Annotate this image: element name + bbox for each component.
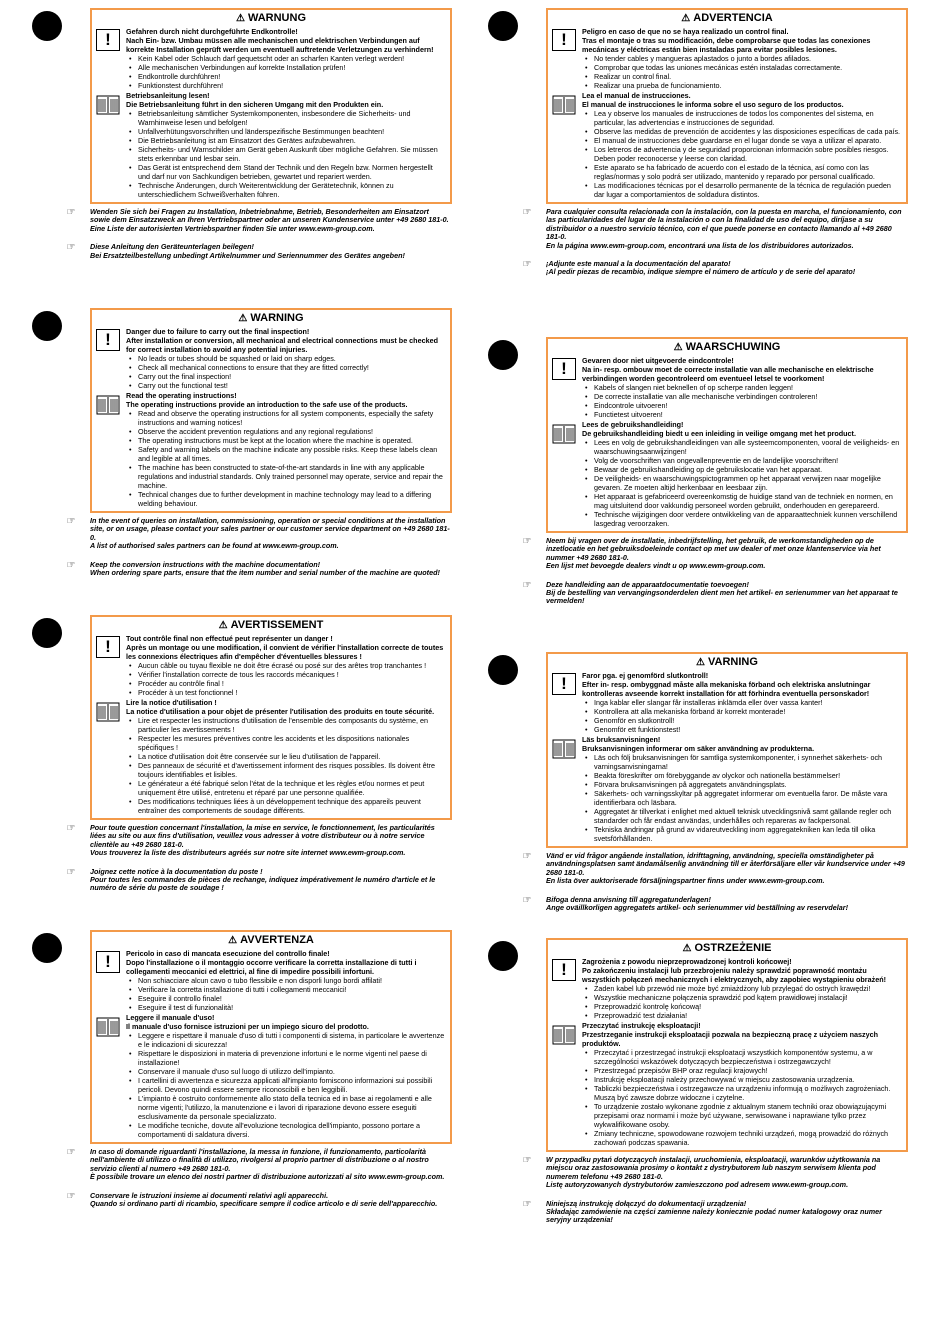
block-heading: Po zakończeniu instalacji lub przezbrojeniu należy sprawdzić poprawność montażu wszystkich połączeń mechanicznych i elektrycznych, aby zapobiec wystąpieniu obrażeń!: [582, 966, 886, 984]
list-item: • Carry out the final inspection!: [138, 372, 446, 381]
list-item: • Instrukcję eksploatacji należy przechowywać w miejscu zastosowania urządzenia.: [594, 1075, 902, 1084]
checklist: [582, 984, 902, 1020]
warning-triangle-icon: ⚠: [235, 13, 245, 24]
list-item: • Genomför en slutkontroll!: [594, 716, 902, 725]
final-inspection-block: [96, 327, 446, 390]
note-text: Vänd er vid frågor angående installation, idrifttagning, användning, speciella omständigheter på användningsplatsen samt ändamålsenlig användning till er återförsäljare eller vår kundservice under +49 2680 181-0.: [546, 851, 905, 877]
section-pl: [488, 938, 908, 1225]
exclamation-icon: !: [96, 29, 120, 51]
list-item: • Read and observe the operating instructions for all system components, especially the safety instructions and warning notices!: [138, 409, 446, 427]
list-item: • Förvara bruksanvisningen på aggregatets användningsplats.: [594, 780, 902, 789]
note-text: W przypadku pytań dotyczących instalacji, uruchomienia, eksploatacji, warunków użytkowania na miejscu oraz zastosowania prosimy o kontakt z dystrybutorem lub naszym serwisem klienta pod numerem telefonu +49 2680 181-0.: [546, 1155, 881, 1181]
warning-title: AVVERTENZA: [240, 934, 314, 946]
list-item: • Conservare il manuale d'uso sul luogo di utilizzo dell'impianto.: [138, 1067, 446, 1076]
pointing-hand-icon: ☞: [522, 851, 532, 862]
list-item: • Żaden kabel lub przewód nie może być zmiażdżony lub przylegać do ostrych krawędzi!: [594, 984, 902, 993]
note-text: Bifoga denna anvisning till aggregatunderlagen!: [546, 894, 711, 904]
block-heading: Läs bruksanvisningen!: [582, 735, 661, 744]
block-heading: Dopo l'installazione o il montaggio occorre verificare la corretta installazione di tutti i collegamenti meccanici ed elettrici, al fine di impedire possibili infortuni.: [126, 958, 417, 976]
block-heading: Tout contrôle final non effectué peut représenter un danger !: [126, 634, 333, 643]
operating-instructions-block: [96, 91, 446, 199]
note-text: A list of authorised sales partners can be found at www.ewm-group.com.: [90, 541, 339, 551]
manual-book-icon: [552, 739, 578, 761]
warning-title: WAARSCHUWING: [685, 341, 781, 353]
operating-instructions-block: [552, 735, 902, 843]
list-item: • Technische wijzigingen door verdere ontwikkeling van de apparaattechniek kunnen verschillend lasgedrag veroorzaken.: [594, 510, 902, 528]
language-marker-dot: [32, 933, 62, 963]
block-heading: Danger due to failure to carry out the final inspection!: [126, 327, 310, 336]
warning-box: [546, 938, 908, 1152]
list-item: • Check all mechanical connections to ensure that they are fitted correctly!: [138, 363, 446, 372]
list-item: • Des modifications techniques liées à un développement technique des appareils peuvent entraîner des comportements de soudage différents.: [138, 797, 446, 815]
pointing-hand-icon: ☞: [522, 536, 532, 547]
block-heading: Przeczytać instrukcję eksploatacji!: [582, 1021, 701, 1030]
instructions-list: [582, 109, 902, 199]
exclamation-icon: !: [552, 29, 576, 51]
block-heading: After installation or conversion, all mechanical and electrical connections must be checked for correct installation to avoid any potential injuries.: [126, 336, 438, 354]
contact-note: [522, 1155, 906, 1190]
checklist: [582, 383, 902, 419]
block-heading: Lire la notice d'utilisation !: [126, 698, 217, 707]
list-item: • Functietest uitvoeren!: [594, 410, 902, 419]
block-heading: Nach Ein- bzw. Umbau müssen alle mechanischen und elektrischen Verbindungen auf korrekte Installation geprüft werden um eventuell auftretende Verletzungen zu verhindern!: [126, 36, 434, 54]
warning-box: [90, 8, 452, 204]
list-item: • No leads or tubes should be squashed or laid on sharp edges.: [138, 354, 446, 363]
list-item: • Przeprowadzić test działania!: [594, 1011, 902, 1020]
note-text: Niniejszą instrukcję dołączyć do dokumentacji urządzenia!: [546, 1198, 747, 1208]
list-item: • Genomför ett funktionstest!: [594, 725, 902, 734]
note-text: En lista över auktoriserade försäljningspartner finns under www.ewm-group.com.: [546, 876, 825, 886]
block-heading: Faror pga. ej genomförd slutkontroll!: [582, 671, 709, 680]
operating-instructions-block: [552, 1021, 902, 1147]
block-heading: Après un montage ou une modification, il convient de vérifier l'installation correcte de toutes les connexions électriques afin d'empêcher d'éventuelles blessures !: [126, 643, 444, 661]
list-item: • Eseguire il controllo finale!: [138, 994, 446, 1003]
list-item: • Das Gerät ist entsprechend dem Stand der Technik und den Regeln bzw. Normen hergestellt und darf nur von Sachkundigen betrieben, gewartet und repariert werden.: [138, 163, 446, 181]
warning-header: [96, 934, 446, 948]
note-text: Quando si ordinano parti di ricambio, specificare sempre il codice articolo e di serie dell'apparecchio.: [90, 1199, 438, 1209]
checklist: [126, 54, 446, 90]
list-item: • Unfallverhütungsvorschriften und länderspezifische Bestimmungen beachten!: [138, 127, 446, 136]
note-text: Bij de bestelling van vervangingsonderdelen dient men het artikel- en serienummer van het apparaat te vermelden!: [546, 588, 898, 606]
list-item: • Non schiacciare alcun cavo o tubo flessibile e non disporli lungo bordi affilati!: [138, 976, 446, 985]
pointing-hand-icon: ☞: [522, 894, 532, 906]
note-text: In caso di domande riguardanti l'installazione, la messa in funzione, il funzionamento, particolarità nell'ambiente di utilizzo o finalità di utilizzo, rivolgersi al proprio partner di distribuzione o al nostro servizio clienti al numero +49 2680 181-0.: [90, 1147, 429, 1173]
block-heading: Na in- resp. ombouw moet de correcte installatie van alle mechanische en elektrische verbindingen worden gecontroleerd om eventueel letsel te voorkomen!: [582, 365, 874, 383]
list-item: • Technical changes due to further development in machine technology may lead to a differing welding behaviour.: [138, 490, 446, 508]
operating-instructions-block: [96, 1013, 446, 1139]
block-heading: Leggere il manuale d'uso!: [126, 1013, 215, 1022]
list-item: • Eindcontrole uitvoeren!: [594, 401, 902, 410]
language-marker-dot: [488, 11, 518, 41]
block-heading: Przestrzeganie instrukcji eksploatacji pozwala na bezpieczną pracę z użyciem naszych produktów.: [582, 1030, 879, 1048]
manual-book-icon: [552, 95, 578, 117]
list-item: • La notice d'utilisation doit être conservée sur le lieu d'utilisation de l'appareil.: [138, 752, 446, 761]
warning-title: WARNING: [250, 312, 304, 324]
note-text: Keep the conversion instructions with the machine documentation!: [90, 559, 321, 569]
documentation-note: [522, 894, 906, 913]
manual-book-icon: [96, 95, 122, 117]
note-text: Deze handleiding aan de apparaatdocumentatie toevoegen!: [546, 579, 749, 589]
note-text: Diese Anleitung den Geräteunterlagen beilegen!: [90, 242, 254, 252]
documentation-note: [66, 559, 450, 578]
contact-note: [522, 851, 906, 886]
list-item: • Endkontrolle durchführen!: [138, 72, 446, 81]
instructions-list: [126, 409, 446, 508]
note-text: Een lijst met bevoegde dealers vindt u op www.ewm-group.com.: [546, 561, 766, 571]
note-text: Składając zamówienie na części zamienne należy koniecznie podać numer katalogowy oraz numer seryjny urządzenia!: [546, 1207, 882, 1225]
pointing-hand-icon: ☞: [66, 207, 76, 218]
list-item: • Alle mechanischen Verbindungen auf korrekte Installation prüfen!: [138, 63, 446, 72]
warning-header: [552, 341, 902, 355]
list-item: • Tekniska ändringar på grund av vidareutveckling inom aggregatekniken kan leda till olika svetsförhållanden.: [594, 825, 902, 843]
block-heading: Efter in- resp. ombyggnad måste alla mekaniska förband och elektriska anslutningar kontrolleras avseende korrekt installation för att förhindra eventuella personskador!: [582, 680, 871, 698]
note-text: In the event of queries on installation, commissioning, operation or special conditions at the installation site, or on usage, please contact your sales partner or our customer service department on +49 2680 181-0.: [90, 516, 450, 542]
note-text: Joignez cette notice à la documentation du poste !: [90, 866, 263, 876]
checklist: [126, 661, 446, 697]
list-item: • De correcte installatie van alle mechanische verbindingen controleren!: [594, 392, 902, 401]
list-item: • Carry out the functional test!: [138, 381, 446, 390]
note-text: ¡Al pedir piezas de recambio, indique siempre el número de artículo y de serie del aparato!: [546, 267, 856, 277]
warning-title: ADVERTENCIA: [693, 12, 773, 24]
note-text: Neem bij vragen over de installatie, inbedrijfstelling, het gebruik, de werkomstandigheden op de inzetlocatie en het gebruiksdoeleinde contact op met uw dealer of met onze klantenservice via het nummer +49 2680 181-0.: [546, 536, 881, 562]
list-item: • The operating instructions must be kept at the location where the machine is operated.: [138, 436, 446, 445]
block-heading: La notice d'utilisation a pour objet de présenter l'utilisation des produits en toute sécurité.: [126, 707, 435, 716]
final-inspection-block: [96, 27, 446, 90]
warning-box: [546, 652, 908, 848]
list-item: • Kabels of slangen niet beknellen of op scherpe randen leggen!: [594, 383, 902, 392]
pointing-hand-icon: ☞: [522, 207, 532, 218]
list-item: • Beakta föreskrifter om förebyggande av olyckor och nationella bestämmelser!: [594, 771, 902, 780]
list-item: • Przeprowadzić kontrolę końcową!: [594, 1002, 902, 1011]
list-item: • Bewaar de gebruikshandleiding op de gebruikslocatie van het apparaat.: [594, 465, 902, 474]
list-item: • L'impianto è costruito conformemente allo stato della tecnica ed in base ai regolamenti e alle norme vigenti; l'utilizzo, la manutenzione e i lavori di riparazione devono essere eseguiti esclusivamente da personale specializzato.: [138, 1094, 446, 1121]
section-it: [32, 930, 452, 1208]
contact-note: [66, 823, 450, 858]
documentation-note: [66, 866, 450, 893]
list-item: • The machine has been constructed to state-of-the-art standards in line with any applicable regulations and industrial standards. Only trained personnel may operate, service and repair the machine.: [138, 463, 446, 490]
contact-note: [66, 207, 450, 233]
note-text: Ange oväillkorligen aggregatets artikel- och serienummer vid beställning av reservdelar!: [546, 903, 848, 913]
list-item: • Le modifiche tecniche, dovute all'evoluzione tecnologica dell'impianto, possono portare a comportamenti di saldatura diversi.: [138, 1121, 446, 1139]
note-text: Bei Ersatzteilbestellung unbedingt Artikelnummer und Seriennummer des Gerätes angeben!: [90, 250, 405, 260]
list-item: • Procéder au contrôle final !: [138, 679, 446, 688]
list-item: • Kein Kabel oder Schlauch darf gequetscht oder an scharfen Kanten verlegt werden!: [138, 54, 446, 63]
section-de: [32, 8, 452, 260]
exclamation-icon: !: [552, 959, 576, 981]
block-heading: Gefahren durch nicht durchgeführte Endkontrolle!: [126, 27, 298, 36]
final-inspection-block: [552, 356, 902, 419]
note-text: È possibile trovare un elenco dei nostri partner di distribuzione autorizzati al sito www.ewm-group.com.: [90, 1172, 445, 1182]
list-item: • No tender cables y mangueras aplastados o junto a bordes afilados.: [594, 54, 902, 63]
list-item: • Eseguire il test di funzionalità!: [138, 1003, 446, 1012]
checklist: [126, 976, 446, 1012]
list-item: • Sicherheits- und Warnschilder am Gerät geben Auskunft über mögliche Gefahren. Sie müssen stets erkennbar und lesbar sein.: [138, 145, 446, 163]
list-item: • Rispettare le disposizioni in materia di prevenzione infortuni e le norme vigenti nel paese di installazione!: [138, 1049, 446, 1067]
list-item: • Los letreros de advertencia y de seguridad proporcionan información sobre posibles riesgos. Deben poder reconocerse y leerse con claridad.: [594, 145, 902, 163]
pointing-hand-icon: ☞: [522, 259, 532, 271]
section-nl: [488, 337, 908, 606]
note-text: When ordering spare parts, ensure that the item number and serial number of the machine are quoted!: [90, 568, 440, 578]
exclamation-icon: !: [552, 673, 576, 695]
warning-triangle-icon: ⚠: [682, 943, 692, 954]
language-marker-dot: [488, 941, 518, 971]
operating-instructions-block: [552, 420, 902, 528]
instructions-list: [582, 1048, 902, 1147]
block-heading: Tras el montaje o tras su modificación, debe comprobarse que todas las conexiones mecánicas y eléctricas están bien instaladas para evitar posibles lesiones.: [582, 36, 871, 54]
manual-book-icon: [552, 424, 578, 446]
checklist: [582, 698, 902, 734]
warning-header: [552, 12, 902, 26]
checklist: [582, 54, 902, 90]
note-text: Listę autoryzowanych dystrybutorów zamieszczono pod adresem www.ewm-group.com.: [546, 1180, 849, 1190]
list-item: • Wszystkie mechaniczne połączenia sprawdzić pod kątem prawidłowej instalacji!: [594, 993, 902, 1002]
instructions-list: [582, 753, 902, 843]
exclamation-icon: !: [552, 358, 576, 380]
list-item: • Lees en volg de gebruikshandleidingen van alle systeemcomponenten, vooral de veiligheids- en waarschuwingsaanwijzingen!: [594, 438, 902, 456]
list-item: • Realizar una prueba de funcionamiento.: [594, 81, 902, 90]
block-heading: Il manuale d'uso fornisce istruzioni per un impiego sicuro del prodotto.: [126, 1022, 369, 1031]
list-item: • Zmiany techniczne, spowodowane rozwojem techniki urządzeń, mogą prowadzić do różnych zachowań podczas spawania.: [594, 1129, 902, 1147]
list-item: • Przeczytać i przestrzegać instrukcji eksploatacji wszystkich komponentów systemu, a w szczególności wskazówek dotyczących bezpieczeństwa i ostrzegawczych!: [594, 1048, 902, 1066]
exclamation-icon: !: [96, 329, 120, 351]
list-item: • Tabliczki bezpieczeństwa i ostrzegawcze na urządzeniu informują o możliwych zagrożeniach. Muszą być zawsze dobrze widoczne i czytelne.: [594, 1084, 902, 1102]
warning-box: [546, 337, 908, 533]
pointing-hand-icon: ☞: [66, 516, 76, 527]
list-item: • Lire et respecter les instructions d'utilisation de l'ensemble des composants du système, en particulier les avertissements !: [138, 716, 446, 734]
exclamation-icon: !: [96, 951, 120, 973]
list-item: • Läs och följ bruksanvisningen för samtliga systemkomponenter, i synnerhet säkerhets- och varningsanvisningarna!: [594, 753, 902, 771]
list-item: • Kontrollera att alla mekaniska förband är korrekt monterade!: [594, 707, 902, 716]
list-item: • Respecter les mesures préventives contre les accidents et les dispositions nationales spécifiques !: [138, 734, 446, 752]
list-item: • Inga kablar eller slangar får installeras inklämda eller över vassa kanter!: [594, 698, 902, 707]
list-item: • Funktionstest durchführen!: [138, 81, 446, 90]
block-heading: Die Betriebsanleitung führt in den sicheren Umgang mit den Produkten ein.: [126, 100, 384, 109]
pointing-hand-icon: ☞: [522, 1198, 532, 1210]
contact-note: [66, 516, 450, 551]
block-heading: Bruksanvisningen informerar om säker användning av produkterna.: [582, 744, 815, 753]
list-item: • Säkerhets- och varningsskyltar på aggregatet informerar om eventuella faror. De måste vara identifierbara och läsbara.: [594, 789, 902, 807]
contact-note: [66, 1147, 450, 1182]
manual-book-icon: [96, 1017, 122, 1039]
list-item: • Technische Änderungen, durch Weiterentwicklung der Gerätetechnik, können zu unterschiedlichem Schweißverhalten führen.: [138, 181, 446, 199]
language-marker-dot: [488, 655, 518, 685]
block-heading: Lees de gebruikshandleiding!: [582, 420, 684, 429]
block-heading: Read the operating instructions!: [126, 391, 237, 400]
instructions-list: [126, 716, 446, 815]
pointing-hand-icon: ☞: [66, 866, 76, 878]
list-item: • Este aparato se ha fabricado de acuerdo con el estado de la técnica, así como con las reglas/normas y solo podrá ser utilizado, mantenido y reparado por personal cualificado.: [594, 163, 902, 181]
note-text: En la página www.ewm-group.com, encontrará una lista de los distribuidores autorizados.: [546, 240, 854, 250]
note-text: ¡Adjunte este manual a la documentación del aparato!: [546, 259, 731, 269]
list-item: • To urządzenie zostało wykonane zgodnie z aktualnym stanem techniki oraz obowiązującymi przepisami oraz normami i może być używane, serwisowane i naprawiane tylko przez wykwalifikowane osoby.: [594, 1102, 902, 1129]
instructions-list: [582, 438, 902, 528]
checklist: [126, 354, 446, 390]
list-item: • Des panneaux de sécurité et d'avertissement informent des risques possibles. Ils doivent être toujours identifiables et lisibles.: [138, 761, 446, 779]
list-item: • Volg de voorschriften van ongevallenpreventie en de landelijke voorschriften!: [594, 456, 902, 465]
final-inspection-block: [96, 949, 446, 1012]
note-text: Pour toute question concernant l'installation, la mise en service, le fonctionnement, les particularités liées au site ou aux fins d'utilisation, veuillez vous adresser à votre distributeur ou à notre service clientèle au +49 2680 181-0.: [90, 823, 435, 849]
warning-header: [96, 312, 446, 326]
list-item: • Aggregatet är tillverkat i enlighet med aktuell teknisk utvecklingsnivå samt gällande regler och standarder och får endast användas, underhålles och repareras av fackpersonal.: [594, 807, 902, 825]
final-inspection-block: [552, 27, 902, 90]
final-inspection-block: [552, 957, 902, 1020]
list-item: • I cartellini di avvertenza e sicurezza applicati all'impianto forniscono informazioni sui possibili pericoli. Devono quindi essere sempre riconoscibili e ben leggibili.: [138, 1076, 446, 1094]
list-item: • Safety and warning labels on the machine indicate any possible risks. Keep these labels clean and legible at all times.: [138, 445, 446, 463]
final-inspection-block: [96, 634, 446, 697]
warning-header: [552, 656, 902, 670]
pointing-hand-icon: ☞: [66, 242, 76, 254]
block-heading: Peligro en caso de que no se haya realizado un control final.: [582, 27, 789, 36]
note-text: Eine Liste der autorisierten Vertriebspartner finden Sie unter www.ewm-group.com.: [90, 223, 375, 233]
note-text: Vous trouverez la liste des distributeurs agréés sur notre site internet www.ewm-group.com.: [90, 848, 406, 858]
pointing-hand-icon: ☞: [66, 559, 76, 571]
documentation-note: [522, 579, 906, 606]
note-text: Pour toutes les commandes de pièces de rechange, indiquez impérativement le numéro d'article et le numéro de série du poste de soudage !: [90, 875, 436, 893]
block-heading: Betriebsanleitung lesen!: [126, 91, 210, 100]
list-item: • Realizar un control final.: [594, 72, 902, 81]
section-sv: [488, 652, 908, 912]
pointing-hand-icon: ☞: [66, 1147, 76, 1158]
instructions-list: [126, 1031, 446, 1139]
list-item: • Die Betriebsanleitung ist am Einsatzort des Gerätes aufzubewahren.: [138, 136, 446, 145]
pointing-hand-icon: ☞: [522, 579, 532, 591]
language-marker-dot: [32, 618, 62, 648]
note-text: Wenden Sie sich bei Fragen zu Installation, Inbetriebnahme, Betrieb, Besonderheiten am Einsatzort sowie dem Einsatzzweck an Ihren Vertriebspartner oder an unseren Kundenservice unter +49 2680 181-0.: [90, 207, 449, 225]
list-item: • Las modificaciones técnicas por el desarrollo permanente de la técnica de regulación pueden dar lugar a comportamientos de soldadura distintos.: [594, 181, 902, 199]
instructions-list: [126, 109, 446, 199]
list-item: • De veiligheids- en waarschuwingspictogrammen op het apparaat verwijzen naar mogelijke gevaren. Ze moeten altijd herkenbaar en leesbaar zijn.: [594, 474, 902, 492]
list-item: • Verificare la corretta installazione di tutti i collegamenti meccanici!: [138, 985, 446, 994]
manual-book-icon: [96, 395, 122, 417]
list-item: • Aucun câble ou tuyau flexible ne doit être écrasé ou posé sur des arêtes trop tranchantes !: [138, 661, 446, 670]
language-marker-dot: [32, 311, 62, 341]
warning-header: [96, 619, 446, 633]
list-item: • Comprobar que todas las uniones mecánicas estén instaladas correctamente.: [594, 63, 902, 72]
block-heading: Lea el manual de instrucciones.: [582, 91, 691, 100]
operating-instructions-block: [96, 391, 446, 508]
block-heading: Gevaren door niet uitgevoerde eindcontrole!: [582, 356, 734, 365]
warning-triangle-icon: ⚠: [673, 342, 683, 353]
final-inspection-block: [552, 671, 902, 734]
block-heading: Pericolo in caso di mancata esecuzione del controllo finale!: [126, 949, 330, 958]
warning-box: [90, 930, 452, 1144]
list-item: • Observe the accident prevention regulations and any regional regulations!: [138, 427, 446, 436]
language-marker-dot: [32, 11, 62, 41]
operating-instructions-block: [552, 91, 902, 199]
documentation-note: [66, 242, 450, 260]
warning-box: [90, 615, 452, 820]
block-heading: The operating instructions provide an introduction to the safe use of the products.: [126, 400, 408, 409]
list-item: • Observe las medidas de prevención de accidentes y las disposiciones específicas de cada país.: [594, 127, 902, 136]
exclamation-icon: !: [96, 636, 120, 658]
list-item: • Leggere e rispettare il manuale d'uso di tutti i componenti di sistema, in particolare le avvertenze e le indicazioni di sicurezza!: [138, 1031, 446, 1049]
block-heading: Zagrożenia z powodu nieprzeprowadzonej kontroli końcowej!: [582, 957, 792, 966]
pointing-hand-icon: ☞: [66, 823, 76, 834]
warning-title: AVERTISSEMENT: [230, 619, 324, 631]
warning-triangle-icon: ⚠: [681, 13, 691, 24]
warning-header: [96, 12, 446, 26]
list-item: • Vérifier l'installation correcte de tous les raccords mécaniques !: [138, 670, 446, 679]
warning-title: WARNUNG: [247, 12, 307, 24]
warning-triangle-icon: ⚠: [228, 935, 238, 946]
list-item: • El manual de instrucciones debe guardarse en el lugar donde se vaya a utilizar el aparato.: [594, 136, 902, 145]
pointing-hand-icon: ☞: [522, 1155, 532, 1166]
list-item: • Lea y observe los manuales de instrucciones de todos los componentes del sistema, en particular, las advertencias e instrucciones de seguridad.: [594, 109, 902, 127]
list-item: • Betriebsanleitung sämtlicher Systemkomponenten, insbesondere die Sicherheits- und Warnhinweise lesen und befolgen!: [138, 109, 446, 127]
operating-instructions-block: [96, 698, 446, 815]
list-item: • Le générateur a été fabriqué selon l'état de la technique et les règles et/ou normes et peut uniquement être utilisé, entretenu et réparé par une personne qualifiée.: [138, 779, 446, 797]
block-heading: De gebruikshandleiding biedt u een inleiding in veilige omgang met het product.: [582, 429, 856, 438]
warning-title: VARNING: [708, 656, 758, 668]
warning-triangle-icon: ⚠: [238, 313, 248, 324]
warning-header: [552, 942, 902, 956]
warning-box: [546, 8, 908, 204]
manual-book-icon: [552, 1025, 578, 1047]
pointing-hand-icon: ☞: [66, 1190, 76, 1202]
section-fr: [32, 615, 452, 893]
documentation-note: [522, 1198, 906, 1225]
list-item: • Przestrzegać przepisów BHP oraz regulacji krajowych!: [594, 1066, 902, 1075]
warning-title: OSTRZEŻENIE: [694, 942, 772, 954]
note-text: Conservare le istruzioni insieme ai documenti relativi agli apparecchi.: [90, 1190, 329, 1200]
block-heading: El manual de instrucciones le informa sobre el uso seguro de los productos.: [582, 100, 844, 109]
warning-box: [90, 308, 452, 513]
list-item: • Het apparaat is gefabriceerd overeenkomstig de huidige stand van de techniek en normen, en mag uitsluitend door vakkundig personeel worden gebruikt, onderhouden en gerepareerd.: [594, 492, 902, 510]
list-item: • Procéder à un test fonctionnel !: [138, 688, 446, 697]
section-es: [488, 8, 908, 277]
documentation-note: [66, 1190, 450, 1209]
warning-triangle-icon: ⚠: [218, 620, 228, 631]
documentation-note: [522, 259, 906, 277]
note-text: Para cualquier consulta relacionada con la instalación, con la puesta en marcha, el funcionamiento, con las particularidades del lugar de la instalación o con la finalidad de uso del equipo, diríjase a su distribuidor o a nuestro servicio técnico, con el que puede ponerse en contacto llamando al +49 2680 181-0.: [546, 207, 902, 242]
language-marker-dot: [488, 340, 518, 370]
contact-note: [522, 536, 906, 571]
contact-note: [522, 207, 906, 250]
section-en: [32, 308, 452, 577]
manual-book-icon: [96, 702, 122, 724]
warning-triangle-icon: ⚠: [696, 657, 706, 668]
